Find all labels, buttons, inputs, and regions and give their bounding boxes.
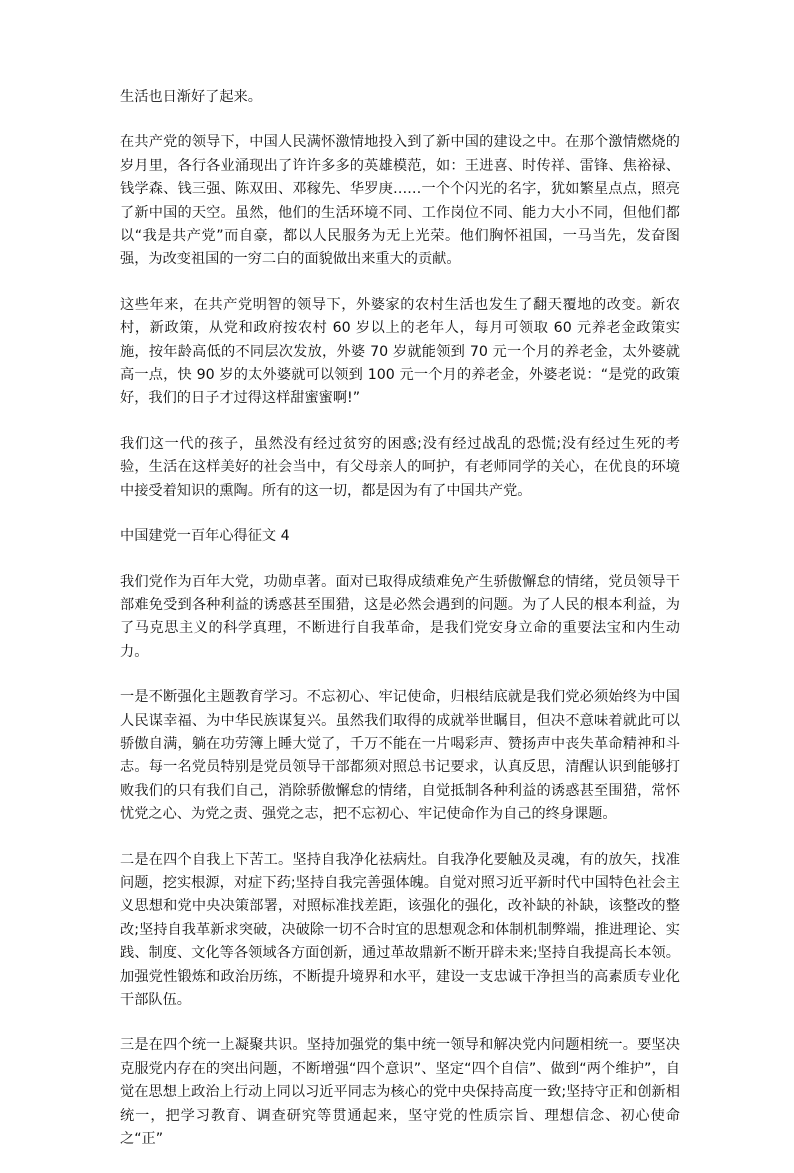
paragraph-8: 三是在四个统一上凝聚共识。坚持加强党的集中统一领导和解决党内问题相统一。要坚决克服党内存在的突出问题，不断增强“四个意识”、坚定“四个自信”、做到“两个维护”，自觉在思想上政治上行动上同以习近平同志为核心的党中央保持高度一致;坚持守正和创新相统一，把学习教育、调查研究等贯通起来，坚守党的性质宗旨、理想信念、初心使命之“正” <box>120 1037 680 1148</box>
paragraph-2: 在共产党的领导下，中国人民满怀激情地投入到了新中国的建设之中。在那个激情燃烧的岁月里，各行各业涌现出了许许多多的英雄模范，如：王进喜、时传祥、雷锋、焦裕禄、钱学森、钱三强、陈双田、邓稼先、华罗庚……一个个闪光的名字，犹如繁星点点，照亮了新中国的天空。虽然，他们的生活环境不同、工作岗位不同、能力大小不同，但他们都以“我是共产党”而自豪，都以人民服务为无上光荣。他们胸怀祖国，一马当先，发奋图强，为改变祖国的一穷二白的面貌做出来重大的贡献。 <box>120 134 680 268</box>
paragraph-1: 生活也日渐好了起来。 <box>120 89 262 105</box>
section-heading: 中国建党一百年心得征文 4 <box>120 528 290 545</box>
paragraph-6: 一是不断强化主题教育学习。不忘初心、牢记使命，归根结底就是我们党必须始终为中国人民谋幸福、为中华民族谋复兴。虽然我们取得的成就举世瞩目，但决不意味着就此可以骄傲自满，躺在功劳簿上睡大觉了，千万不能在一片喝彩声、赞扬声中丧失革命精神和斗志。每一名党员特别是党员领导干部都须对照总书记要求，认真反思，清醒认识到能够打败我们的只有我们自己，消除骄傲懈怠的情绪，自觉抵制各种利益的诱惑甚至围猎，常怀忧党之心、为党之责、强党之志，把不忘初心、牢记使命作为自己的终身课题。 <box>120 689 680 823</box>
paragraph-5: 我们党作为百年大党，功勋卓著。面对已取得成绩难免产生骄傲懈怠的情绪，党员领导干部难免受到各种利益的诱惑甚至围猎，这是必然会遇到的问题。为了人民的根本利益，为了马克思主义的科学真理，不断进行自我革命，是我们党安身立命的重要法宝和内生动力。 <box>120 573 680 660</box>
document-page <box>120 86 680 1173</box>
paragraph-7: 二是在四个自我上下苦工。坚持自我净化祛病灶。自我净化要触及灵魂，有的放矢，找准问题，挖实根源，对症下药;坚持自我完善强体魄。自觉对照习近平新时代中国特色社会主义思想和党中央决策部署，对照标准找差距，该强化的强化，改补缺的补缺，该整改的整改;坚持自我革新求突破，决破除一切不合时宜的思想观念和体制机制弊端，推进理论、实践、制度、文化等各领域各方面创新，通过革故鼎新不断开辟未来;坚持自我提高长本领。加强党性锻炼和政治历练，不断提升境界和水平，建设一支忠诚干净担当的高素质专业化干部队伍。 <box>120 851 680 1008</box>
paragraph-3: 这些年来，在共产党明智的领导下，外婆家的农村生活也发生了翻天覆地的改变。新农村，新政策，从党和政府按农村 60 岁以上的老年人，每月可领取 60 元养老金政策实施，按年龄高低的不同层次发放，外婆 70 岁就能领到 70 元一个月的养老金，太外婆就高一点，快 90 岁的太外婆就可以领到 100 元一个月的养老金，外婆老说：“是党的政策好，我们的日子才过得这样甜蜜蜜啊!” <box>120 296 680 407</box>
paragraph-4: 我们这一代的孩子，虽然没有经过贫穷的困惑;没有经过战乱的恐慌;没有经过生死的考验，生活在这样美好的社会当中，有父母亲人的呵护，有老师同学的关心，在优良的环境中接受着知识的熏陶。所有的这一切，都是因为有了中国共产党。 <box>120 435 680 499</box>
